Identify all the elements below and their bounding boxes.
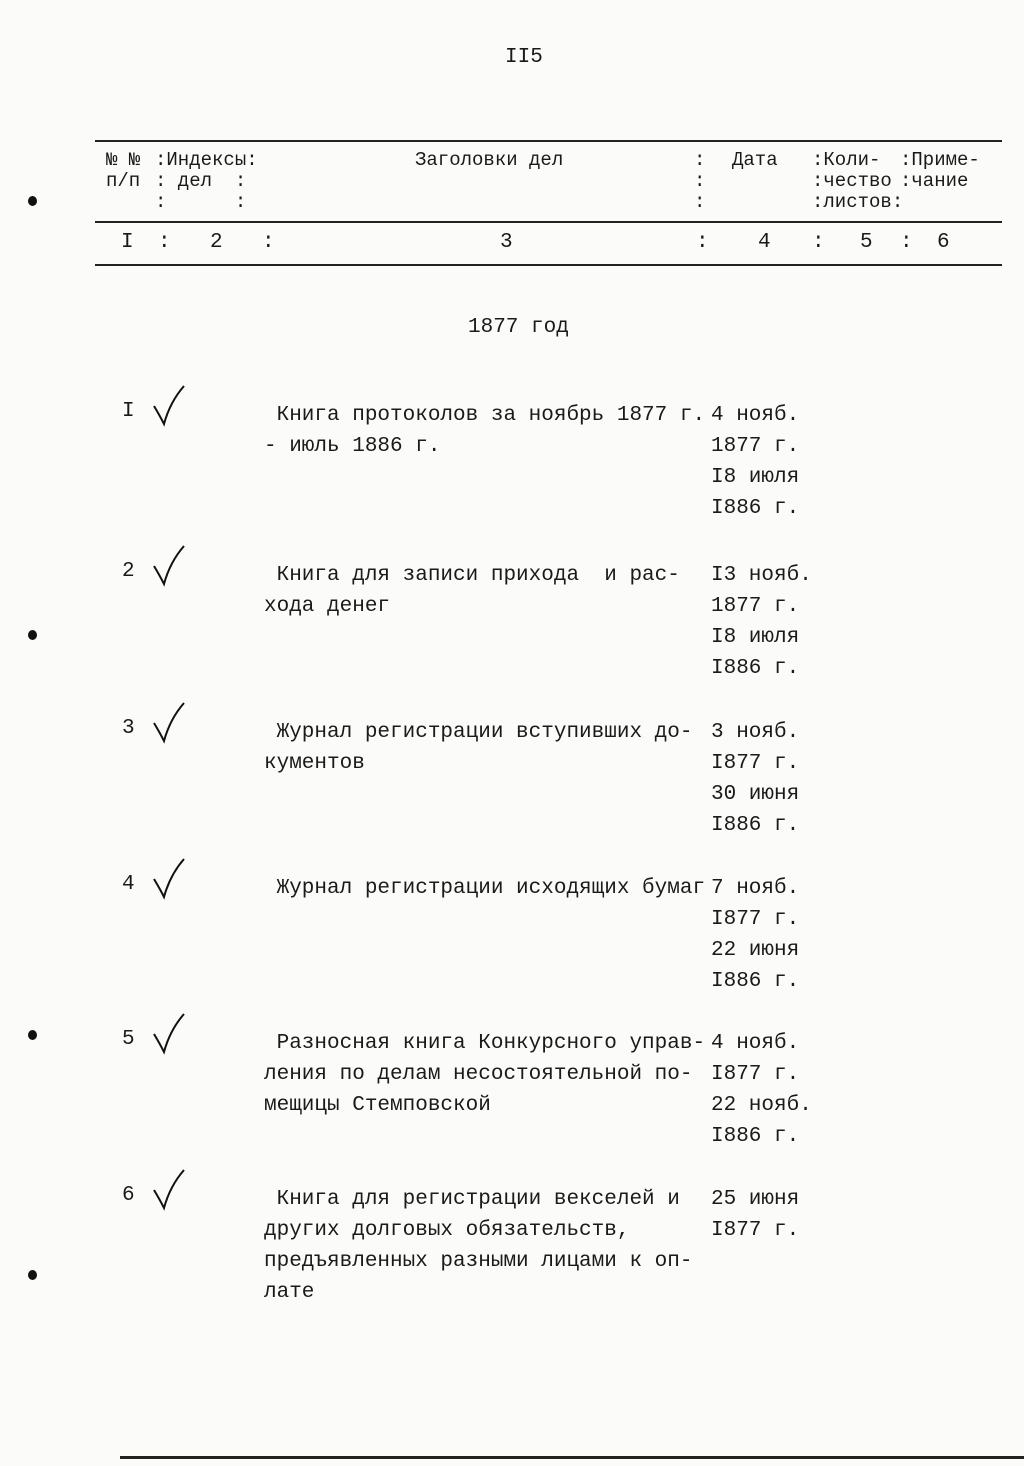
page-number: II5 (505, 46, 543, 69)
entry-date-line: I8 июля (711, 466, 800, 489)
entry-title-line: других долговых обязательств, (264, 1219, 630, 1242)
table-mid-rule (95, 221, 1002, 223)
colnum-sep: : (262, 231, 275, 254)
entry-date-line: I886 г. (711, 970, 800, 993)
entry-date-line: 4 нояб. (711, 404, 800, 427)
entry-title-line: хода денег (264, 595, 391, 618)
entry-date-line: I877 г. (711, 1063, 800, 1086)
entry-number: 3 (122, 717, 135, 740)
bottom-edge-line (120, 1456, 1024, 1459)
header-col6-line1: :Приме- (900, 149, 980, 171)
entry-title-line: лате (264, 1281, 315, 1304)
entry-date-line: 30 июня (711, 783, 800, 806)
entry-title-line: Книга протоколов за ноябрь 1877 г. (264, 404, 706, 427)
entry-date-line: I877 г. (711, 752, 800, 775)
entry-date-line: I3 нояб. (711, 564, 812, 587)
colnum-sep: : (812, 231, 825, 254)
header-col2-line1: :Индексы: (155, 149, 258, 171)
entry-date-line: I886 г. (711, 1125, 800, 1148)
entry-date-line: 22 июня (711, 939, 800, 962)
colnum-sep: : (158, 231, 171, 254)
colnum-1: I (121, 231, 134, 254)
entry-title-line: Журнал регистрации исходящих бумаг (264, 877, 706, 900)
entry-date-line: 4 нояб. (711, 1032, 800, 1055)
header-col5-line1: :Коли- (812, 149, 881, 171)
entry-date-line: I877 г. (711, 1219, 800, 1242)
entry-title-line: мещицы Стемповской (264, 1094, 491, 1117)
checkmark-icon (148, 1010, 188, 1056)
colnum-sep: : (696, 231, 709, 254)
punch-hole-mark (28, 1270, 37, 1280)
entry-date-line: I886 г. (711, 814, 800, 837)
header-col1-line1: № № (106, 149, 141, 171)
colnum-sep: : (900, 231, 913, 254)
checkmark-icon (148, 699, 188, 745)
entry-title-line: предъявленных разными лицами к оп- (264, 1250, 693, 1273)
checkmark-icon (148, 382, 188, 428)
punch-hole-mark (28, 1030, 37, 1040)
entry-number: 2 (122, 560, 135, 583)
header-colon: : : (155, 191, 247, 213)
header-col6-line2: :чание (900, 170, 969, 192)
entry-date-line: I886 г. (711, 497, 800, 520)
header-col1-line2: п/п (106, 170, 141, 192)
entry-date-line: I8 июля (711, 626, 800, 649)
header-col2-line2: : дел : (155, 170, 247, 192)
punch-hole-mark (28, 630, 37, 640)
entry-date-line: 7 нояб. (711, 877, 800, 900)
entry-title-line: кументов (264, 752, 365, 775)
entry-title-line: Разносная книга Конкурсного управ- (264, 1032, 706, 1055)
entry-number: 6 (122, 1184, 135, 1207)
entry-date-line: I886 г. (711, 657, 800, 680)
colnum-2: 2 (210, 231, 223, 254)
entry-date-line: 1877 г. (711, 595, 800, 618)
entry-number: I (122, 400, 135, 423)
entry-title-line: ления по делам несостоятельной по- (264, 1063, 693, 1086)
entry-title-line: Журнал регистрации вступивших до- (264, 721, 693, 744)
checkmark-icon (148, 1166, 188, 1212)
entry-date-line: 3 нояб. (711, 721, 800, 744)
section-year: 1877 год (468, 316, 569, 339)
entry-number: 4 (122, 873, 135, 896)
entry-title-line: Книга для регистрации векселей и (264, 1188, 680, 1211)
header-col5-line2: :чество (812, 170, 892, 192)
entry-number: 5 (122, 1028, 135, 1051)
header-col4: Дата (732, 149, 778, 171)
header-col3: Заголовки дел (415, 149, 564, 171)
table-top-rule (95, 140, 1002, 142)
colnum-6: 6 (937, 231, 950, 254)
header-colon: : : : (694, 149, 706, 213)
colnum-3: 3 (500, 231, 513, 254)
checkmark-icon (148, 542, 188, 588)
colnum-4: 4 (758, 231, 771, 254)
checkmark-icon (148, 855, 188, 901)
header-col5-line3: :листов: (812, 191, 904, 213)
entry-title-line: Книга для записи прихода и рас- (264, 564, 680, 587)
colnum-5: 5 (860, 231, 873, 254)
punch-hole-mark (28, 196, 37, 206)
table-bottom-rule (95, 264, 1002, 266)
entry-date-line: 22 нояб. (711, 1094, 812, 1117)
entry-date-line: 25 июня (711, 1188, 800, 1211)
entry-date-line: 1877 г. (711, 435, 800, 458)
entry-title-line: - июль 1886 г. (264, 435, 441, 458)
entry-date-line: I877 г. (711, 908, 800, 931)
